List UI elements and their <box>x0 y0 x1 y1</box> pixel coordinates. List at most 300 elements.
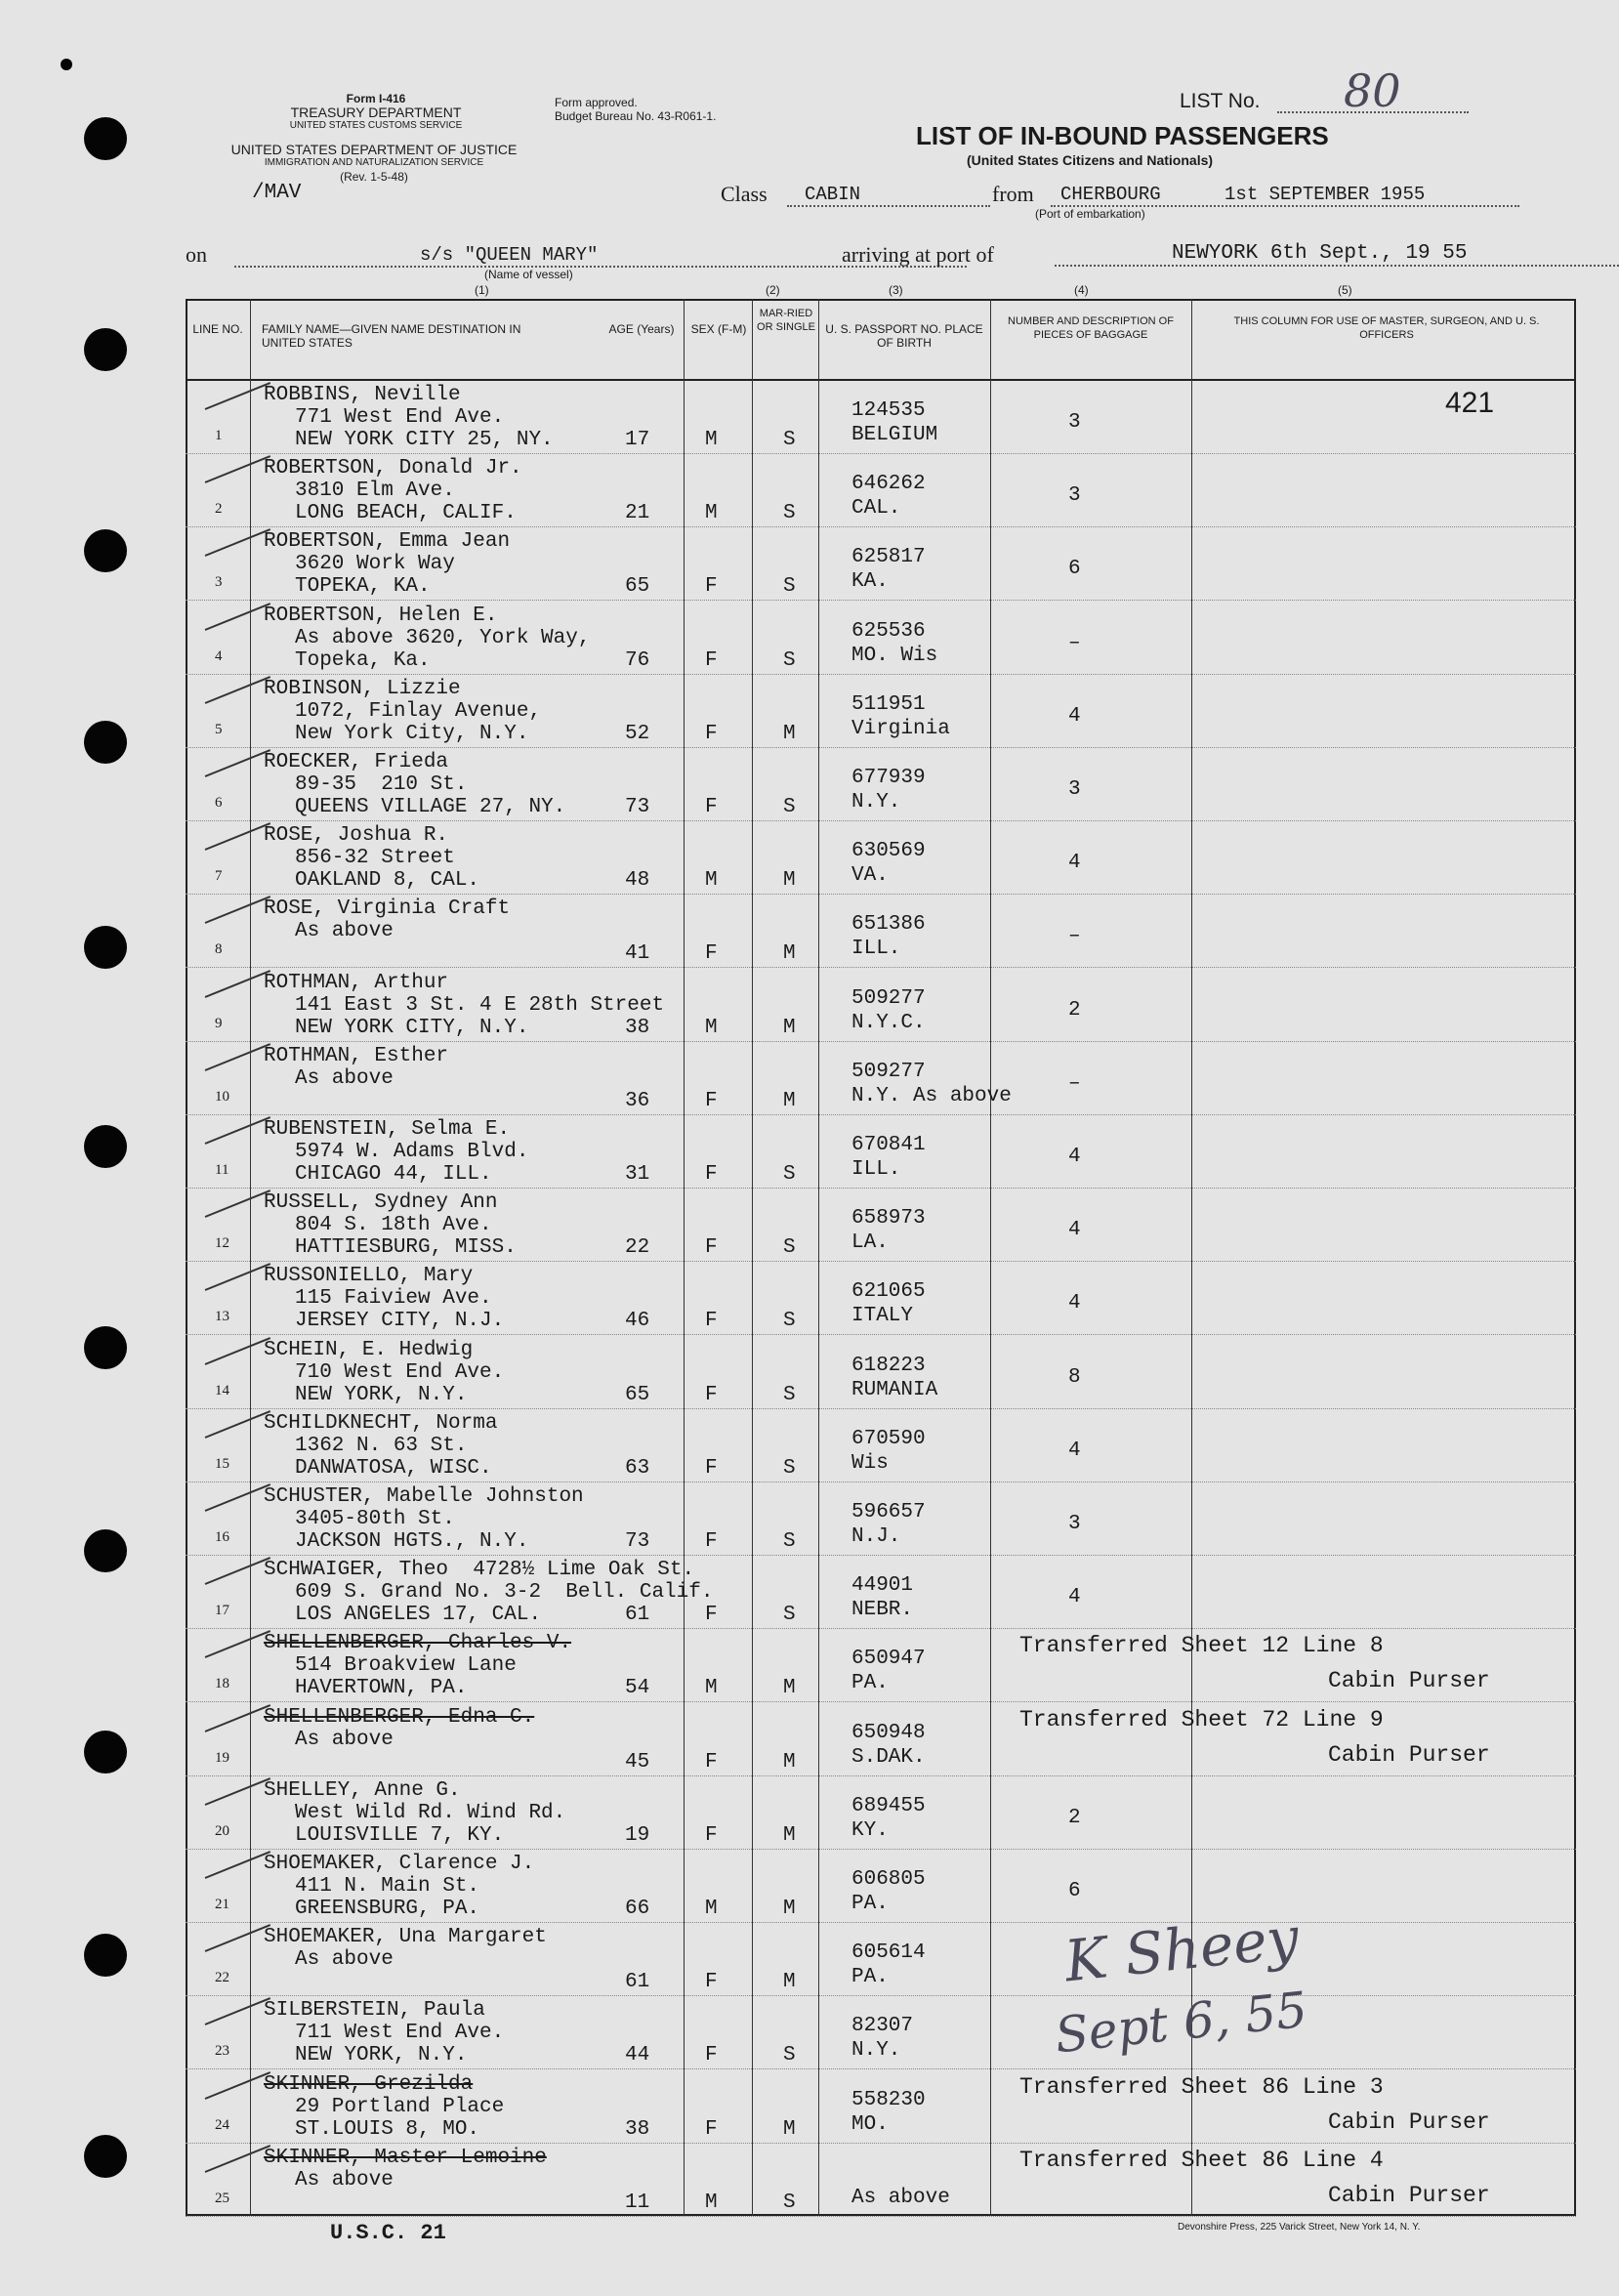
form-header-left: Form I-416 TREASURY DEPARTMENT UNITED STATES CUSTOMS SERVICE <box>289 92 463 131</box>
age-value: 21 <box>625 502 650 525</box>
sex-value: F <box>705 796 718 818</box>
passenger-name: SCHILDKNECHT, Norma <box>264 1411 498 1435</box>
marital-status: M <box>783 1016 796 1039</box>
line-number: 19 <box>215 1749 229 1766</box>
baggage-count: 4 <box>1068 852 1081 875</box>
passenger-name: SHELLENBERGER, Charles V. <box>264 1632 572 1655</box>
check-mark <box>205 1557 271 1585</box>
punch-hole <box>84 1934 127 1977</box>
baggage-count: 6 <box>1068 558 1081 581</box>
check-mark <box>205 528 271 557</box>
place-of-birth: N.Y. <box>851 2039 901 2063</box>
baggage-count: 3 <box>1068 484 1081 508</box>
address-line-1: As above <box>295 2168 394 2192</box>
address-line-1: 710 West End Ave. <box>295 1360 505 1384</box>
passport-number: 124535 <box>851 399 926 422</box>
marital-status: M <box>783 722 796 745</box>
place-of-birth: PA. <box>851 1966 889 1989</box>
on-label: on <box>186 242 207 267</box>
line-number: 17 <box>215 1603 229 1619</box>
sex-value: M <box>705 1016 718 1039</box>
marital-status: S <box>783 429 796 451</box>
footer-form-code: U.S.C. 21 <box>330 2221 446 2245</box>
passport-number: 511951 <box>851 692 926 716</box>
cabin-purser-label: Cabin Purser <box>1328 1668 1490 1694</box>
place-of-birth: KY. <box>851 1818 889 1842</box>
place-of-birth: MO. <box>851 2112 889 2136</box>
address-line-1: 856-32 Street <box>295 847 455 870</box>
class-label: Class <box>721 182 768 206</box>
line-number: 10 <box>215 1088 229 1105</box>
address-line-2: JERSEY CITY, N.J. <box>295 1310 505 1333</box>
passenger-name: SHELLEY, Anne G. <box>264 1778 461 1802</box>
baggage-count: 4 <box>1068 1292 1081 1315</box>
table-row <box>186 1703 1576 1776</box>
line-number: 7 <box>215 868 223 885</box>
transfer-note: Transferred Sheet 72 Line 9 <box>1019 1706 1384 1732</box>
place-of-birth: ILL. <box>851 938 901 961</box>
marital-status: M <box>783 1898 796 1920</box>
table-row <box>186 1115 1576 1189</box>
baggage-count: – <box>1068 631 1081 654</box>
marital-status: S <box>783 2191 796 2214</box>
place-of-birth: NEBR. <box>851 1599 914 1622</box>
sex-value: F <box>705 575 718 599</box>
punch-hole <box>84 926 127 969</box>
table-row <box>186 1776 1576 1850</box>
address-line-2: JACKSON HGTS., N.Y. <box>295 1530 529 1553</box>
age-value: 63 <box>625 1456 650 1480</box>
place-of-birth: N.Y. As above <box>851 1084 1012 1107</box>
sex-value: M <box>705 2191 718 2214</box>
table-row <box>186 381 1576 454</box>
marital-status: S <box>783 648 796 672</box>
check-mark <box>205 896 271 924</box>
passport-number: 605614 <box>851 1941 926 1965</box>
place-of-birth: ILL. <box>851 1158 901 1181</box>
transfer-note: Transferred Sheet 86 Line 3 <box>1019 2073 1384 2100</box>
page-subtitle: (United States Citizens and Nationals) <box>967 152 1214 168</box>
col-header-name: FAMILY NAME—GIVEN NAME DESTINATION IN UNITED STATES <box>262 322 521 350</box>
check-mark <box>205 822 271 851</box>
address-line-1: 804 S. 18th Ave. <box>295 1214 492 1237</box>
age-value: 36 <box>625 1089 650 1112</box>
table-row <box>186 1850 1576 1923</box>
place-of-birth: KA. <box>851 570 889 594</box>
passport-number: 618223 <box>851 1354 926 1377</box>
marital-status: S <box>783 1163 796 1186</box>
address-line-1: 514 Broakview Lane <box>295 1654 517 1678</box>
passenger-name: ROBBINS, Neville <box>264 384 461 406</box>
table-row <box>186 527 1576 601</box>
passenger-name: SHELLENBERGER, Edna C. <box>264 1705 535 1729</box>
line-number: 13 <box>215 1309 229 1325</box>
address-line-2: NEW YORK, N.Y. <box>295 2044 468 2067</box>
from-value: CHERBOURG <box>1060 184 1161 205</box>
age-value: 17 <box>625 429 650 451</box>
passenger-name: SHOEMAKER, Clarence J. <box>264 1853 535 1875</box>
address-line-2: TOPEKA, KA. <box>295 575 431 599</box>
line-number: 21 <box>215 1897 229 1912</box>
cabin-purser-label: Cabin Purser <box>1328 2182 1490 2208</box>
passenger-name: RUSSONIELLO, Mary <box>264 1265 474 1288</box>
col-header-officers: THIS COLUMN FOR USE OF MASTER, SURGEON, AND U. S. OFFICERS <box>1233 315 1540 341</box>
address-line-1: 29 Portland Place <box>295 2095 505 2118</box>
check-mark <box>205 1337 271 1365</box>
table-row <box>186 895 1576 968</box>
col-header-married: MAR-RIED OR SINGLE <box>757 308 815 333</box>
table-row <box>186 1556 1576 1629</box>
list-no-label: LIST No. <box>1180 90 1261 112</box>
marital-status: M <box>783 1089 796 1112</box>
col-num-4: (4) <box>1074 283 1089 297</box>
embark-date: 1st SEPTEMBER 1955 <box>1225 184 1426 205</box>
line-number: 6 <box>215 795 223 811</box>
sex-value: F <box>705 648 718 672</box>
passenger-name: RUSSELL, Sydney Ann <box>264 1191 498 1215</box>
port-embark-caption: (Port of embarkation) <box>1035 207 1145 221</box>
table-row <box>186 1409 1576 1482</box>
age-value: 61 <box>625 1971 650 1994</box>
marital-status: S <box>783 1383 796 1406</box>
table-row <box>186 1189 1576 1262</box>
place-of-birth: As above <box>851 2186 950 2209</box>
address-line-1: 609 S. Grand No. 3-2 Bell. Calif. <box>295 1581 714 1605</box>
age-value: 11 <box>625 2191 650 2214</box>
marital-status: S <box>783 796 796 818</box>
check-mark <box>205 1190 271 1218</box>
age-value: 46 <box>625 1310 650 1333</box>
line-number: 11 <box>215 1162 229 1178</box>
marital-status: S <box>783 575 796 599</box>
address-line-1: As above 3620, York Way, <box>295 626 591 649</box>
passport-number: 82307 <box>851 2015 914 2038</box>
line-number: 12 <box>215 1235 229 1252</box>
marital-status: M <box>783 869 796 893</box>
check-mark <box>205 1924 271 1952</box>
list-no-value: 80 <box>1344 64 1401 117</box>
marital-status: M <box>783 2117 796 2141</box>
marital-status: S <box>783 1604 796 1627</box>
passenger-name: SCHUSTER, Mabelle Johnston <box>264 1485 584 1508</box>
passenger-name: ROBERTSON, Donald Jr. <box>264 457 522 480</box>
passenger-name: SKINNER, Grezilda <box>264 2072 474 2096</box>
place-of-birth: CAL. <box>851 497 901 521</box>
place-of-birth: Virginia <box>851 717 950 740</box>
table-row <box>186 454 1576 527</box>
passenger-name: ROSE, Joshua R. <box>264 824 449 848</box>
cabin-purser-label: Cabin Purser <box>1328 1741 1490 1768</box>
signature-date: Sept 6, 55 <box>1052 1981 1310 2065</box>
footer-printer: Devonshire Press, 225 Varick Street, New York 14, N. Y. <box>1178 2222 1421 2233</box>
passport-number: 630569 <box>851 840 926 863</box>
check-mark <box>205 970 271 998</box>
punch-hole <box>84 117 127 160</box>
table-row <box>186 675 1576 748</box>
sex-value: F <box>705 2117 718 2141</box>
address-line-1: 5974 W. Adams Blvd. <box>295 1141 529 1163</box>
age-value: 76 <box>625 648 650 672</box>
address-line-2: New York City, N.Y. <box>295 722 529 745</box>
sex-value: F <box>705 1604 718 1627</box>
table-row <box>186 1923 1576 1996</box>
check-mark <box>205 1410 271 1439</box>
transfer-note: Transferred Sheet 12 Line 8 <box>1019 1633 1384 1659</box>
col-header-line: LINE NO. <box>192 322 243 336</box>
marital-status: M <box>783 1823 796 1847</box>
table-row <box>186 602 1576 675</box>
punch-hole <box>84 721 127 764</box>
punch-hole <box>84 1529 127 1572</box>
passenger-name: ROBERTSON, Emma Jean <box>264 530 511 554</box>
address-line-2: Topeka, Ka. <box>295 648 431 672</box>
address-line-2: LOUISVILLE 7, KY. <box>295 1823 505 1847</box>
place-of-birth: VA. <box>851 864 889 888</box>
passport-number: 625536 <box>851 619 926 643</box>
punch-hole <box>84 328 127 371</box>
check-mark <box>205 455 271 483</box>
passport-number: 651386 <box>851 913 926 937</box>
sex-value: F <box>705 1089 718 1112</box>
marital-status: S <box>783 2044 796 2067</box>
age-value: 22 <box>625 1236 650 1260</box>
line-number: 2 <box>215 501 223 518</box>
line-number: 18 <box>215 1676 229 1692</box>
age-value: 54 <box>625 1677 650 1700</box>
check-mark <box>205 382 271 410</box>
line-number: 14 <box>215 1382 229 1398</box>
line-number: 20 <box>215 1822 229 1839</box>
table-row <box>186 1629 1576 1702</box>
table-row <box>186 1996 1576 2069</box>
age-value: 73 <box>625 1530 650 1553</box>
vessel-name: s/s "QUEEN MARY" <box>234 244 967 268</box>
address-line-1: As above <box>295 920 394 943</box>
line-number: 23 <box>215 2043 229 2060</box>
col-header-baggage: NUMBER AND DESCRIPTION OF PIECES OF BAGGAGE <box>1008 315 1174 341</box>
class-value: CABIN <box>787 184 990 207</box>
passport-number: 558230 <box>851 2088 926 2111</box>
address-line-1: 771 West End Ave. <box>295 406 505 429</box>
passenger-name: ROSE, Virginia Craft <box>264 898 511 921</box>
form-header-justice: UNITED STATES DEPARTMENT OF JUSTICE IMMIGRATION AND NATURALIZATION SERVICE (Rev. 1-5-48) <box>230 142 518 184</box>
age-value: 65 <box>625 1383 650 1406</box>
age-value: 44 <box>625 2044 650 2067</box>
table-row <box>186 1042 1576 1115</box>
sex-value: F <box>705 942 718 966</box>
sex-value: F <box>705 1823 718 1847</box>
col-header-passport: U. S. PASSPORT NO. PLACE OF BIRTH <box>825 322 983 350</box>
baggage-count: 6 <box>1068 1880 1081 1902</box>
age-value: 19 <box>625 1823 650 1847</box>
address-line-2: LONG BEACH, CALIF. <box>295 502 517 525</box>
from-label: from <box>992 182 1034 206</box>
address-line-1: As above <box>295 1728 394 1751</box>
passport-number: 670841 <box>851 1134 926 1156</box>
address-line-2: NEW YORK, N.Y. <box>295 1383 468 1406</box>
punch-hole <box>61 59 72 70</box>
punch-hole <box>84 1731 127 1774</box>
check-mark <box>205 1997 271 2025</box>
age-value: 31 <box>625 1163 650 1186</box>
age-value: 52 <box>625 722 650 745</box>
address-line-2: ST.LOUIS 8, MO. <box>295 2117 480 2141</box>
address-line-2: HAVERTOWN, PA. <box>295 1677 468 1700</box>
line-number: 16 <box>215 1529 229 1545</box>
address-line-1: 1072, Finlay Avenue, <box>295 699 542 723</box>
age-value: 66 <box>625 1898 650 1920</box>
address-line-2: LOS ANGELES 17, CAL. <box>295 1604 542 1627</box>
place-of-birth: LA. <box>851 1231 889 1255</box>
marital-status: M <box>783 1677 796 1700</box>
passenger-name: RUBENSTEIN, Selma E. <box>264 1118 511 1141</box>
baggage-count: 3 <box>1068 1513 1081 1535</box>
check-mark <box>205 749 271 777</box>
passport-number: 621065 <box>851 1280 926 1304</box>
col-num-2: (2) <box>766 283 780 297</box>
age-value: 38 <box>625 2117 650 2141</box>
marital-status: S <box>783 1310 796 1333</box>
sex-value: F <box>705 1530 718 1553</box>
place-of-birth: PA. <box>851 1893 889 1915</box>
place-of-birth: N.J. <box>851 1525 901 1548</box>
place-of-birth: RUMANIA <box>851 1378 938 1401</box>
address-line-2: QUEENS VILLAGE 27, NY. <box>295 796 566 818</box>
passport-number: 650948 <box>851 1721 926 1744</box>
line-number: 22 <box>215 1970 229 1986</box>
sex-value: F <box>705 1383 718 1406</box>
table-row <box>186 1262 1576 1335</box>
baggage-count: – <box>1068 1071 1081 1095</box>
place-of-birth: BELGIUM <box>851 424 938 446</box>
passenger-name: SHOEMAKER, Una Margaret <box>264 1926 547 1949</box>
check-mark <box>205 2145 271 2173</box>
line-number: 5 <box>215 721 223 737</box>
passport-number: 650947 <box>851 1648 926 1671</box>
address-line-2: GREENSBURG, PA. <box>295 1898 480 1920</box>
address-line-2: DANWATOSA, WISC. <box>295 1456 492 1480</box>
address-line-1: 1362 N. 63 St. <box>295 1434 468 1457</box>
line-number: 9 <box>215 1015 223 1031</box>
passenger-name: SILBERSTEIN, Paula <box>264 1999 485 2023</box>
punch-hole <box>84 1326 127 1369</box>
transfer-note: Transferred Sheet 86 Line 4 <box>1019 2147 1384 2173</box>
age-value: 48 <box>625 869 650 893</box>
punch-hole <box>84 529 127 572</box>
passport-number: 596657 <box>851 1501 926 1524</box>
check-mark <box>205 1777 271 1806</box>
address-line-2: HATTIESBURG, MISS. <box>295 1236 517 1260</box>
baggage-count: – <box>1068 925 1081 948</box>
check-mark <box>205 2071 271 2100</box>
passenger-name: SKINNER, Master Lemoine <box>264 2146 547 2169</box>
address-line-2: NEW YORK CITY, N.Y. <box>295 1016 529 1039</box>
marital-status: S <box>783 1456 796 1480</box>
marital-status: S <box>783 1236 796 1260</box>
form-approval: Form approved. Budget Bureau No. 43-R061-1. <box>555 96 717 123</box>
sex-value: F <box>705 1236 718 1260</box>
age-value: 61 <box>625 1604 650 1627</box>
page-title: LIST OF IN-BOUND PASSENGERS <box>916 121 1329 150</box>
marital-status: M <box>783 942 796 966</box>
sex-value: M <box>705 1677 718 1700</box>
place-of-birth: N.Y. <box>851 791 901 814</box>
baggage-count: 4 <box>1068 1439 1081 1462</box>
table-row <box>186 821 1576 895</box>
punch-hole <box>84 2135 127 2178</box>
passport-number: 658973 <box>851 1207 926 1231</box>
from-field <box>1051 184 1519 207</box>
age-value: 73 <box>625 796 650 818</box>
check-mark <box>205 1116 271 1145</box>
address-line-1: 141 East 3 St. 4 E 28th Street <box>295 993 665 1017</box>
address-line-1: As above <box>295 1948 394 1972</box>
cabin-purser-label: Cabin Purser <box>1328 2108 1490 2135</box>
line-number: 15 <box>215 1455 229 1472</box>
address-line-2: OAKLAND 8, CAL. <box>295 869 480 893</box>
baggage-count: 3 <box>1068 411 1081 434</box>
officer-note: 421 <box>1445 387 1495 419</box>
line-number: 8 <box>215 941 223 958</box>
passenger-name: ROBERTSON, Helen E. <box>264 604 498 627</box>
age-value: 45 <box>625 1750 650 1774</box>
place-of-birth: Wis <box>851 1451 889 1475</box>
passenger-name: ROECKER, Frieda <box>264 751 449 773</box>
address-line-1: West Wild Rd. Wind Rd. <box>295 1801 566 1824</box>
baggage-count: 4 <box>1068 1219 1081 1242</box>
table-row <box>186 748 1576 821</box>
passport-number: 509277 <box>851 986 926 1010</box>
place-of-birth: N.Y.C. <box>851 1011 926 1034</box>
marital-status: S <box>783 1530 796 1553</box>
age-value: 38 <box>625 1016 650 1039</box>
passport-number: 670590 <box>851 1427 926 1450</box>
passenger-name: ROTHMAN, Arthur <box>264 971 449 994</box>
col-num-1: (1) <box>475 283 489 297</box>
marital-status: S <box>783 502 796 525</box>
check-mark <box>205 1263 271 1291</box>
sex-value: F <box>705 1163 718 1186</box>
sex-value: M <box>705 502 718 525</box>
arrival-value: NEWYORK 6th Sept., 19 55 <box>1055 242 1619 267</box>
sex-value: F <box>705 2044 718 2067</box>
vessel-caption: (Name of vessel) <box>484 268 573 281</box>
table-row <box>186 2144 1576 2217</box>
check-mark <box>205 1704 271 1732</box>
address-line-1: 89-35 210 St. <box>295 773 468 796</box>
line-number: 24 <box>215 2116 229 2133</box>
passenger-name: SCHWAIGER, Theo 4728½ Lime Oak St. <box>264 1559 695 1582</box>
officer-signature: K Sheey <box>1061 1903 1303 1995</box>
sex-value: M <box>705 429 718 451</box>
baggage-count: 2 <box>1068 998 1081 1022</box>
check-mark <box>205 1483 271 1512</box>
baggage-count: 4 <box>1068 704 1081 728</box>
sex-value: F <box>705 1971 718 1994</box>
baggage-count: 8 <box>1068 1365 1081 1389</box>
address-line-2: NEW YORK CITY 25, NY. <box>295 429 554 451</box>
sex-value: M <box>705 869 718 893</box>
passport-number: 509277 <box>851 1060 926 1083</box>
passenger-name: SCHEIN, E. Hedwig <box>264 1338 474 1361</box>
baggage-count: 4 <box>1068 1146 1081 1168</box>
address-line-1: As above <box>295 1066 394 1090</box>
place-of-birth: MO. Wis <box>851 644 938 667</box>
marital-status: M <box>783 1750 796 1774</box>
baggage-count: 3 <box>1068 778 1081 801</box>
sex-value: M <box>705 1898 718 1920</box>
sex-value: F <box>705 1750 718 1774</box>
